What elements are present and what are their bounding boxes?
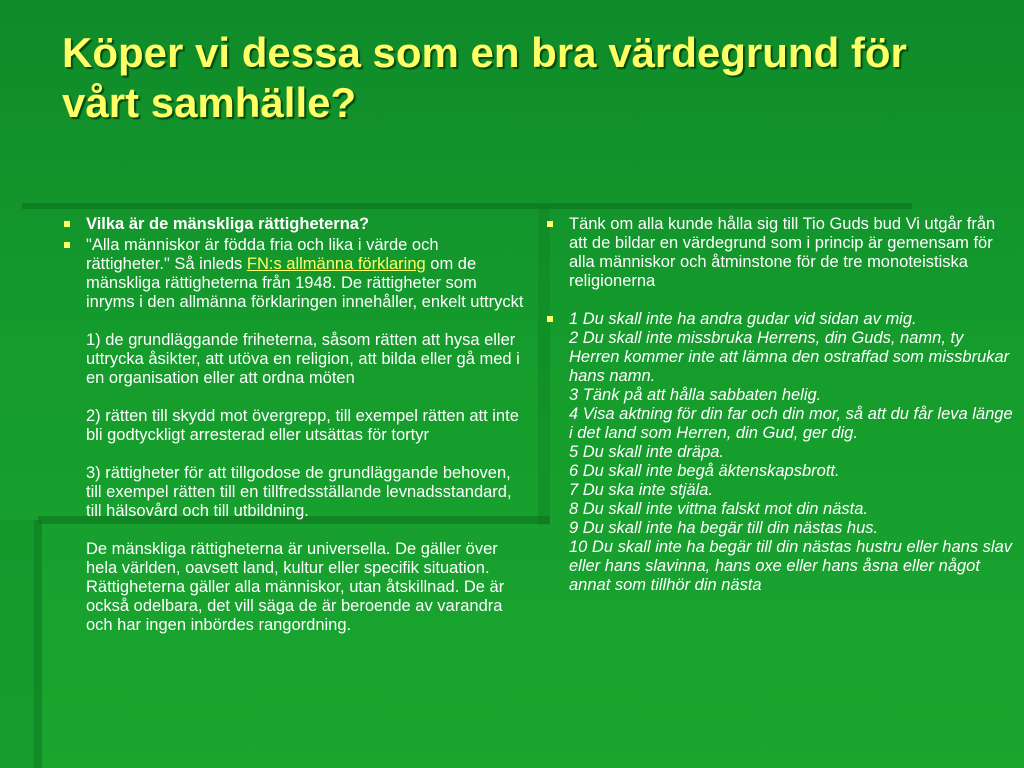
commandment-4: 4 Visa aktning för din far och din mor, så att du får leva länge i det land som Herren, din Gud, ger dig. (569, 405, 1013, 442)
rights-point-3: 3) rättigheter för att tillgodose de grundläggande behoven, till exempel rätten till en tillfredsställande levnadsstandard, till hälsovård och till utbildning. (86, 464, 512, 520)
slide-title: Köper vi dessa som en bra värdegrund för vårt samhälle? (62, 29, 907, 126)
rights-heading: Vilka är de mänskliga rättigheterna? (86, 215, 370, 233)
intro-text-before-link: "Alla människor är födda fria och lika i värde och rättigheter." Så inleds (86, 236, 439, 273)
square-bullet-icon (547, 316, 553, 322)
commandment-2: 2 Du skall inte missbruka Herrens, din Guds, namn, ty Herren kommer inte att lämna den ostraffad som missbrukar hans namn. (569, 329, 1010, 385)
commandment-5: 5 Du skall inte dräpa. (569, 443, 725, 461)
commandment-8: 8 Du skall inte vittna falskt mot din nästa. (569, 500, 868, 518)
list-item (64, 215, 524, 234)
divider-bar (22, 203, 912, 209)
commandment-1: 1 Du skall inte ha andra gudar vid sidan av mig. (569, 310, 917, 328)
list-item (547, 215, 1017, 291)
square-bullet-icon (547, 221, 553, 227)
list-item (547, 310, 1017, 595)
square-bullet-icon (64, 221, 70, 227)
rights-intro (86, 236, 524, 312)
background-decoration (34, 520, 42, 768)
commandment-6: 6 Du skall inte begå äktenskapsbrott. (569, 462, 840, 480)
commandment-10: 10 Du skall inte ha begär till din nästas hustru eller hans slav eller hans slavinna, hans oxe eller hans åsna eller något annat som tillhör din nästa (569, 538, 1012, 594)
right-column (547, 215, 1017, 597)
rights-universal-paragraph: De mänskliga rättigheterna är universella. De gäller över hela världen, oavsett land, kultur eller specifik situation. Rättigheterna gäller alla människor, utan åtskillnad. De är också odelbara, det vill säga de är beroende av varandra och har ingen inbördes rangordning. (86, 540, 505, 634)
un-declaration-link[interactable]: FN:s allmänna förklaring (246, 255, 426, 273)
commandments-list (569, 310, 1017, 595)
rights-point-1: 1) de grundläggande friheterna, såsom rätten att hysa eller uttrycka åsikter, att utöva en religion, att bilda eller gå med i en organisation eller att ordna möten (86, 331, 520, 387)
intro-text-after-link: om de mänskliga rättigheterna från 1948. De rättigheter som inryms i den allmänna förklaringen innehåller, enkelt uttryckt (86, 255, 524, 311)
commandments-intro: Tänk om alla kunde hålla sig till Tio Guds bud Vi utgår från att de bildar en värdegrund som i princip är gemensam för alla människor och åtminstone för de tre monoteistiska religionerna (569, 215, 996, 290)
left-column (64, 215, 524, 637)
commandment-7: 7 Du ska inte stjäla. (569, 481, 713, 499)
rights-point-2: 2) rätten till skydd mot övergrepp, till exempel rätten att inte bli godtyckligt arresterad eller utsättas för tortyr (86, 407, 519, 444)
commandment-9: 9 Du skall inte ha begär till din nästas hus. (569, 519, 879, 537)
background-decoration (0, 520, 36, 768)
square-bullet-icon (64, 242, 70, 248)
commandment-3: 3 Tänk på att hålla sabbaten helig. (569, 386, 822, 404)
list-item (64, 236, 524, 635)
